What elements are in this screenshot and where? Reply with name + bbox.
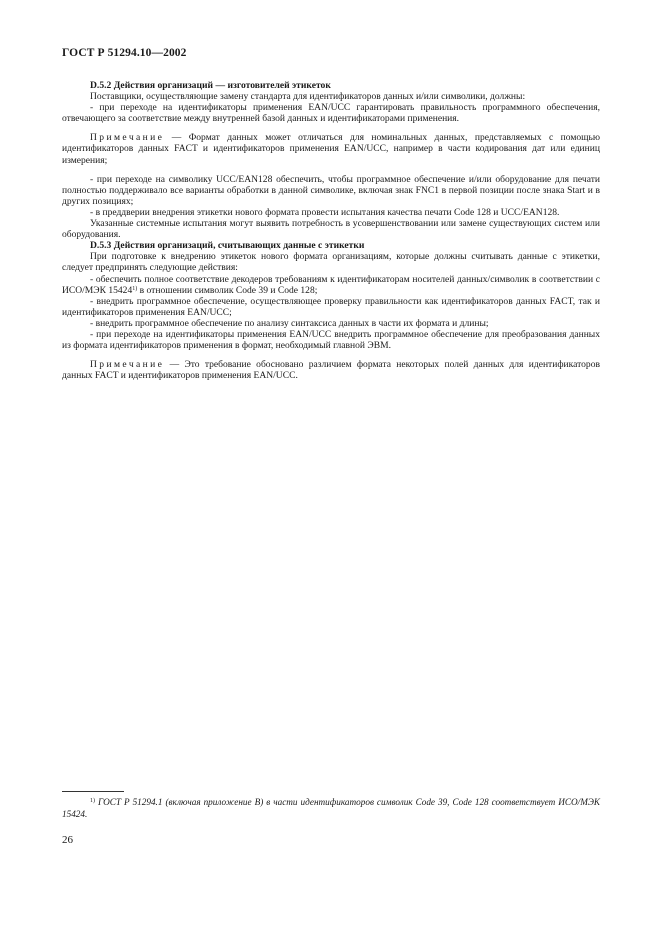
note-text: — Это требование обосновано различием формата некоторых полей данных для идентификаторов данных FACT и идентификаторов применения EAN/UCC.	[62, 359, 600, 382]
note-label: Примечание	[90, 132, 165, 144]
paragraph: При подготовке к внедрению этикеток нового формата организациям, которые должны считывать данные с этикетки, следует предпринять следующие действия:	[62, 251, 600, 274]
footnote-reference: 1)	[132, 285, 138, 292]
note-label: Примечание	[90, 359, 165, 371]
note-paragraph	[62, 132, 600, 165]
note-paragraph	[62, 359, 600, 381]
note-text: — Формат данных может отличаться для номинальных данных, представляемых с помощью идентификаторов данных FACT и идентификаторов применения EAN/UCC, например в части кодирования дат или единиц измерения;	[62, 132, 600, 166]
section-heading-d53: D.5.3 Действия организаций, считывающих данные с этикетки	[90, 240, 365, 252]
paragraph	[62, 274, 600, 296]
footnote-mark: 1)	[90, 798, 95, 804]
footnote-divider	[62, 791, 124, 792]
paragraph: - при переходе на идентификаторы применения EAN/UCC внедрить программное обеспечение для преобразования данных из формата идентификаторов применения в формат, необходимый главной ЭВМ.	[62, 328, 600, 352]
page-number: 26	[62, 834, 73, 846]
paragraph: Поставщики, осуществляющие замену стандарта для идентификаторов данных и/или символики, должны:	[90, 91, 526, 103]
document-header: ГОСТ Р 51294.10—2002	[62, 47, 187, 59]
footnote-text: ГОСТ Р 51294.1 (включая приложение В) в части идентификаторов символик Code 39, Code 128 соответствует ИСО/МЭК 15424.	[62, 797, 600, 819]
paragraph: - в преддверии внедрения этикетки нового формата провести испытания качества печати Code 128 и UCC/EAN128.	[90, 206, 560, 218]
paragraph-text: - обеспечить полное соответствие декодеров требованиям к идентификаторам носителей данных/символик в соответствии с ИСО/МЭК 15424	[62, 273, 600, 296]
paragraph: - внедрить программное обеспечение по анализу синтаксиса данных в части их формата и длины;	[90, 317, 489, 329]
paragraph: - внедрить программное обеспечение, осуществляющее проверку правильности как идентификаторов данных FACT, так и идентификаторов применения EAN/UCC;	[62, 295, 600, 318]
document-body	[62, 80, 600, 381]
paragraph: - при переходе на символику UCC/EAN128 обеспечить, чтобы программное обеспечение и/или оборудование для печати полностью поддерживало все варианты обработки в данной символике, включая знак FNC1 в первой позиции после знака Start и в других позициях;	[62, 173, 600, 207]
paragraph: - при переходе на идентификаторы применения EAN/UCC гарантировать правильность программного обеспечения, отвечающего за соответствие между внутренней базой данных и идентификаторами применения.	[62, 102, 600, 125]
footnote	[62, 796, 600, 820]
section-heading-d52: D.5.2 Действия организаций — изготовителей этикеток	[90, 80, 331, 91]
paragraph-text: в отношении символик Code 39 и Code 128;	[137, 284, 318, 296]
paragraph: Указанные системные испытания могут выявить потребность в усовершенствовании или замене существующих систем или оборудования.	[62, 218, 600, 241]
